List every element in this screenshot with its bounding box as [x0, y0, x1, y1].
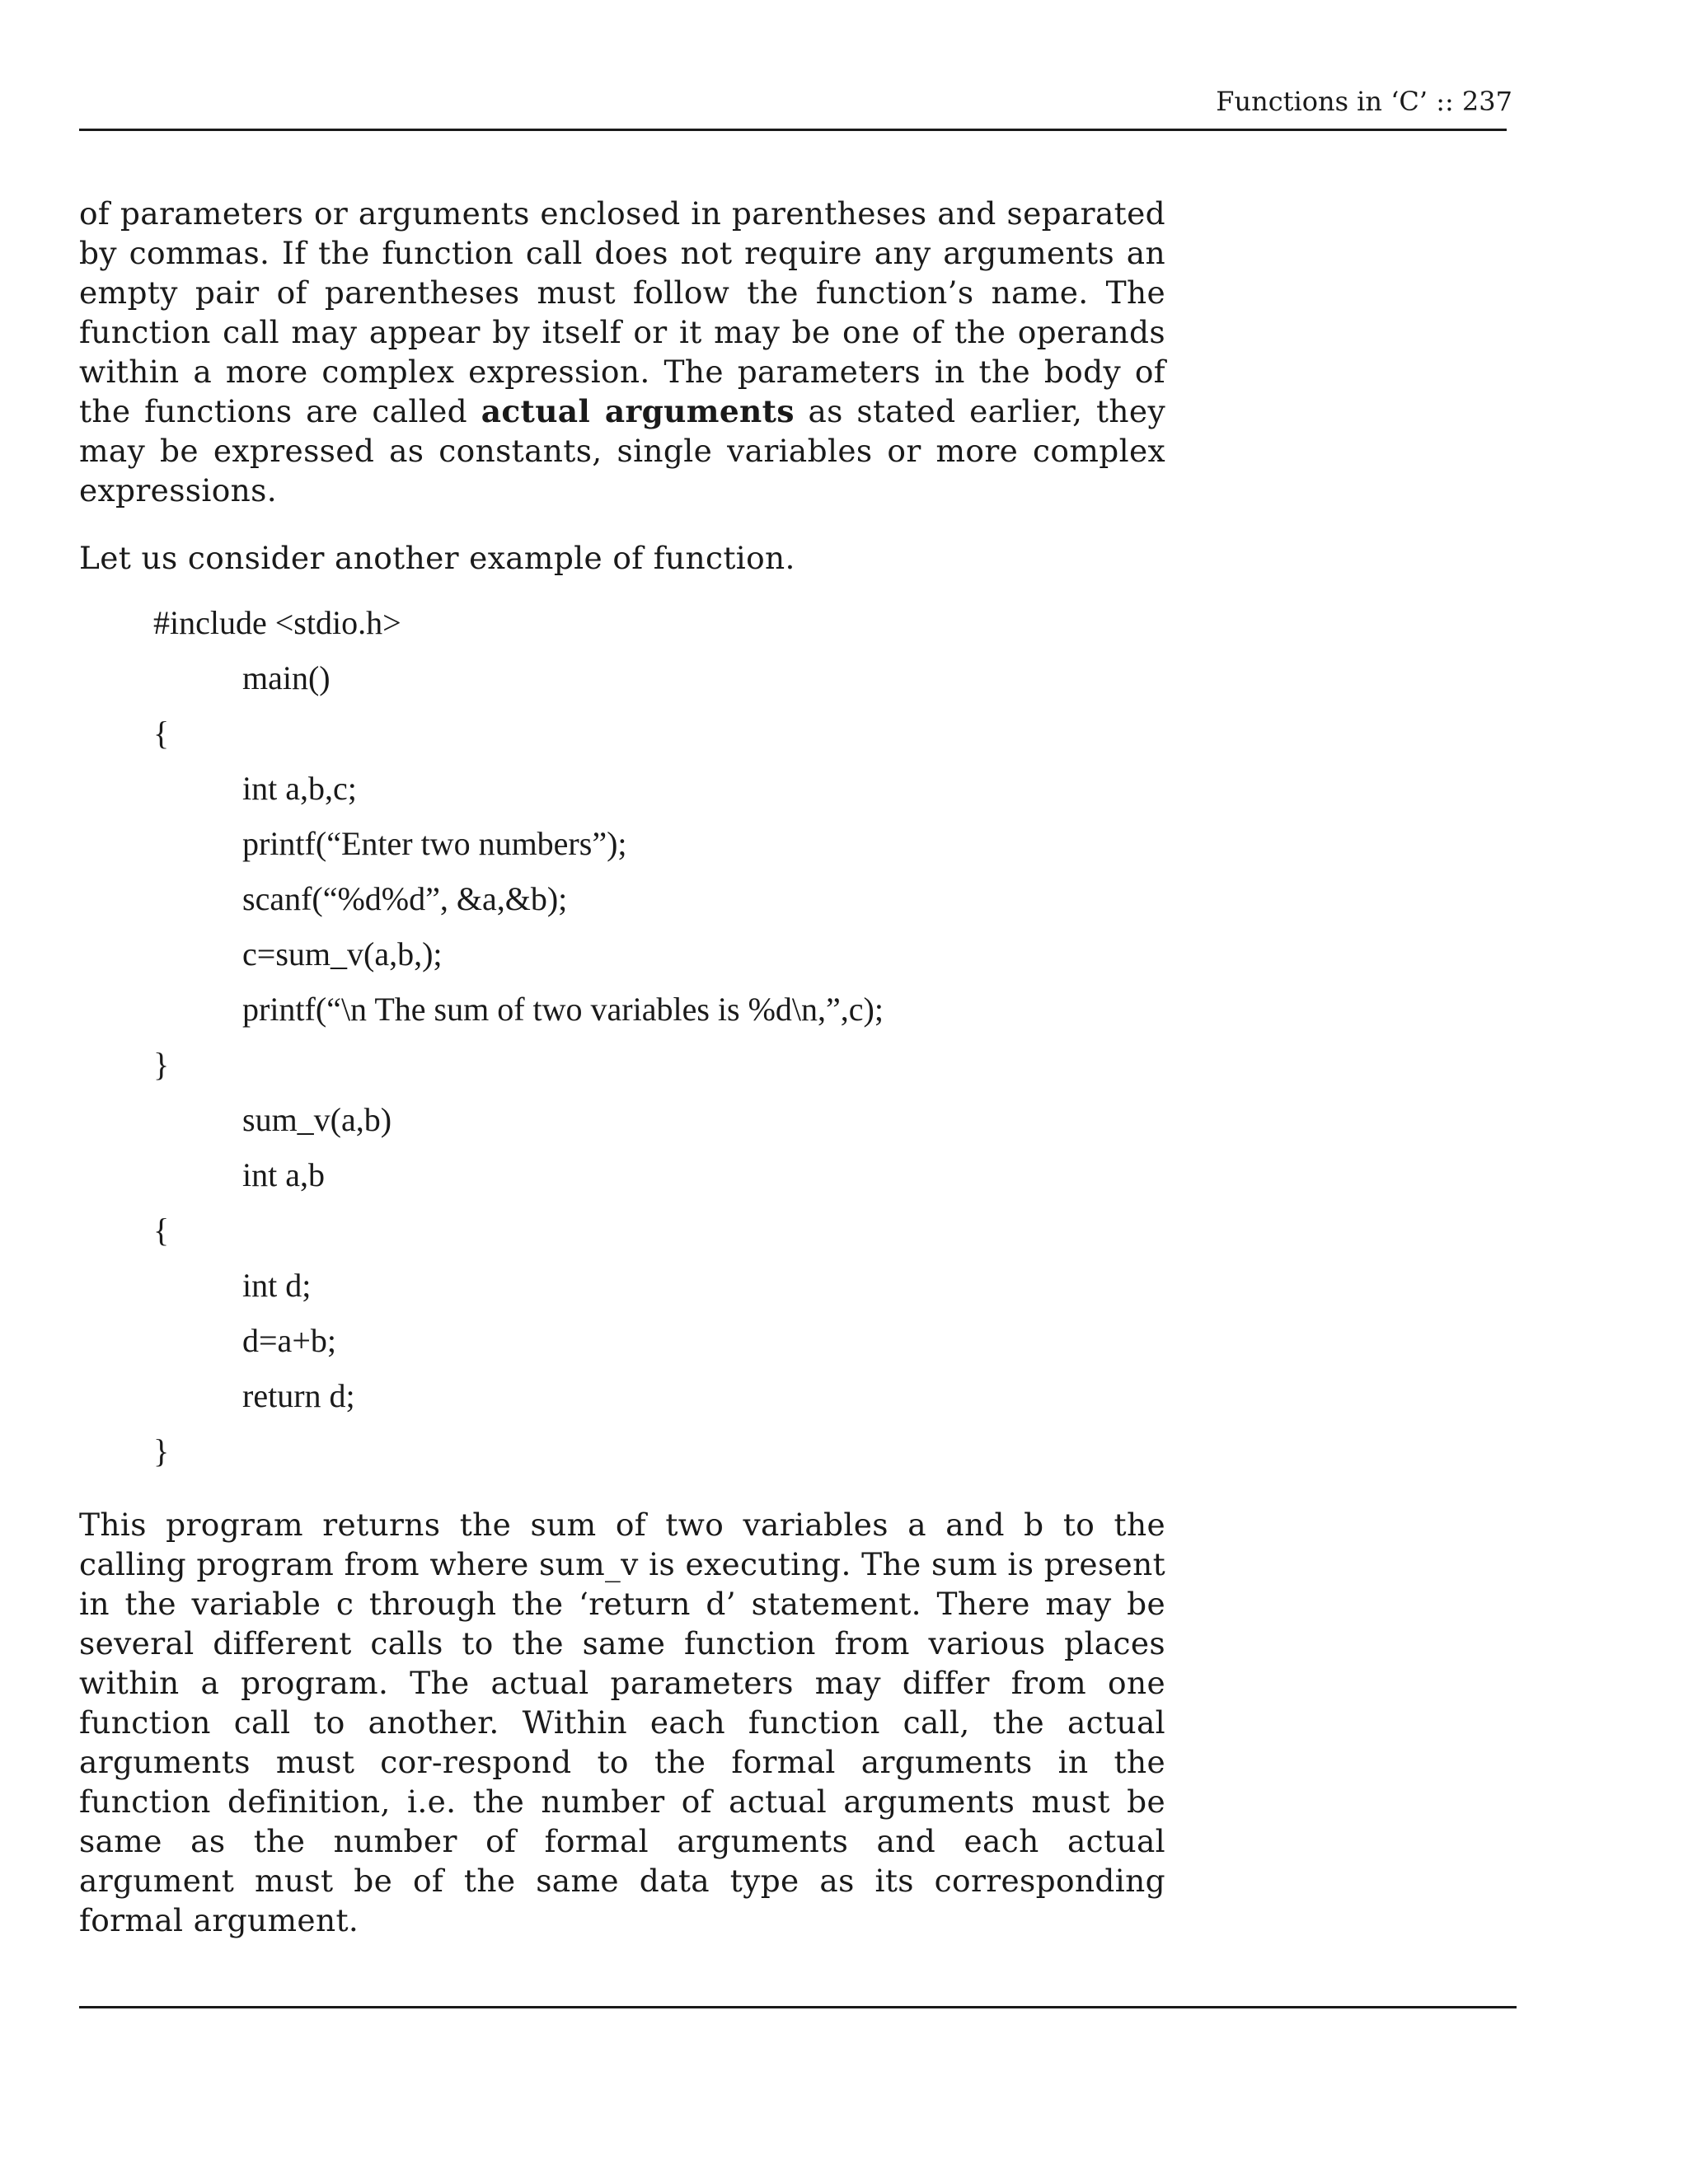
- code-line: {: [153, 715, 170, 752]
- code-line: #include <stdio.h>: [153, 604, 401, 641]
- code-line: int a,b,c;: [242, 770, 357, 807]
- code-line: scanf(“%d%d”, &a,&b);: [242, 880, 568, 917]
- code-line: d=a+b;: [242, 1322, 336, 1359]
- code-line: return d;: [242, 1377, 355, 1414]
- running-head: Functions in ‘C’ :: 237: [1216, 86, 1512, 117]
- paragraph-explanation: This program returns the sum of two variables a and b to the calling program from where sum_v is executing. The sum is present in the variable c through the ‘return d’ statement. There may be several different calls to the same function from various places within a program. The actual parameters may differ from one function call to another. Within each function call, the actual arguments must cor-respond to the formal arguments in the function definition, i.e. the number of actual arguments must be same as the number of formal arguments and each actual argument must be of the same data type as its corresponding formal argument.: [79, 1507, 1165, 1938]
- header-rule: [79, 129, 1507, 131]
- paragraph-intro-text-1: of parameters or arguments enclosed in parentheses and separated by commas. If the function call does not require any arguments an empty pair of parentheses must follow the function’s name. The function call may appear by itself or it may be one of the operands within a more complex expression. The parameters in the body of the functions are called: [79, 195, 1165, 429]
- code-line: printf(“\n The sum of two variables is %d\n,”,c);: [242, 991, 884, 1028]
- code-line: sum_v(a,b): [242, 1101, 392, 1138]
- paragraph-example-lead: Let us consider another example of function.: [79, 540, 795, 576]
- paragraph-intro: [79, 194, 1165, 510]
- bold-term-actual-arguments: actual arguments: [481, 393, 795, 429]
- footer-rule: [79, 2006, 1517, 2008]
- code-line: main(): [242, 659, 331, 696]
- paragraph-intro-text-2: as stated earlier, they may be expressed as constants, single variables or more complex expressions.: [79, 393, 1165, 509]
- code-line: int d;: [242, 1267, 312, 1304]
- code-line: printf(“Enter two numbers”);: [242, 825, 627, 862]
- code-line: }: [153, 1046, 170, 1083]
- code-line: c=sum_v(a,b,);: [242, 935, 443, 972]
- code-line: }: [153, 1432, 170, 1469]
- code-line: {: [153, 1212, 170, 1249]
- code-line: int a,b: [242, 1156, 325, 1193]
